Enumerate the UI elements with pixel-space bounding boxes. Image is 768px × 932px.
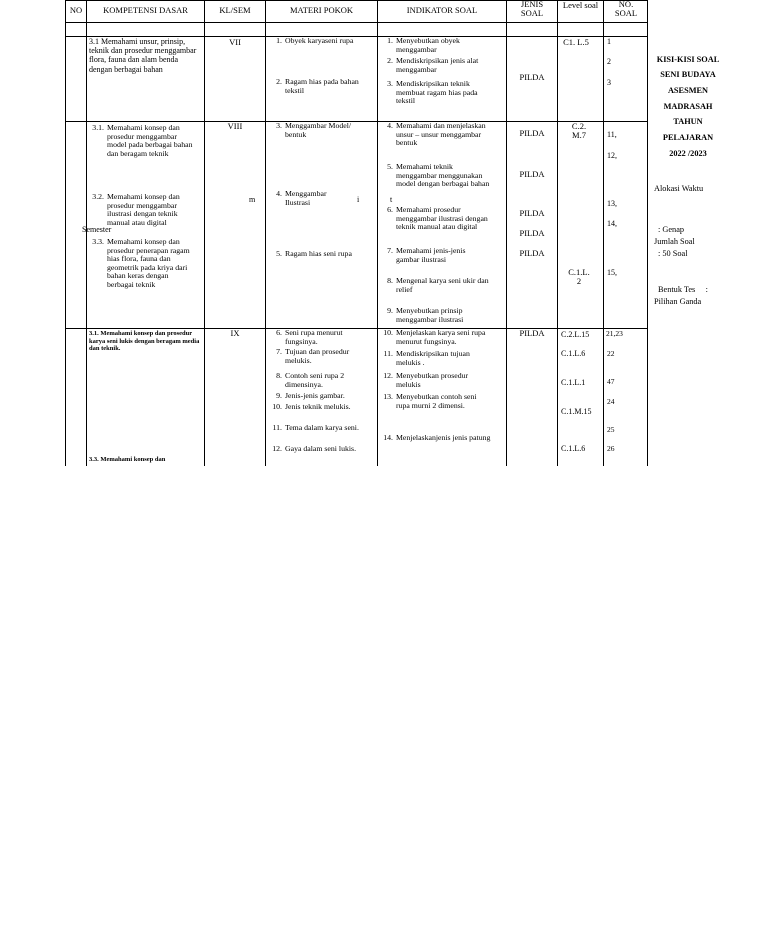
row2-jenis: PILDA [519, 208, 545, 218]
row3-nosoal: 25 [607, 425, 615, 434]
row1-indikator-item: 2. Mendiskripsikan jenis alat menggambar [387, 56, 479, 74]
row2-level: C.1.L. 2 [568, 267, 590, 286]
row2-jenis: PILDA [519, 228, 545, 238]
row2-indikator-item: 4. Memahami dan menjelaskan unsur – unsur menggambar bentuk [387, 121, 486, 148]
jumlah-soal-value: : 50 Soal [658, 249, 688, 258]
header-jenis: JENIS SOAL [520, 0, 544, 18]
row1-kelas: VII [229, 37, 241, 47]
row1-materi-item: 1. Obyek karyaseni rupa [276, 36, 354, 45]
row1-level: C1. L.5 [563, 37, 589, 47]
bentuk-tes-value: Pilihan Ganda [654, 297, 702, 306]
row2-nosoal: 14, [607, 219, 617, 228]
row2-nosoal: 15, [607, 268, 617, 277]
row3-materi-item: 9. Jenis-jenis gambar. [276, 391, 345, 400]
row3-level: C.1.L.6 [561, 444, 586, 453]
row1-kompetensi: 3.1 Memahami unsur, prinsip, teknik dan prosedur menggambar flora, fauna dan alam benda dengan berbagai bahan [89, 37, 197, 74]
row1-indikator-item: 3. Mendiskripsikan teknik membuat ragam hias pada tekstil [387, 79, 478, 106]
row1-nosoal: 3 [607, 78, 611, 87]
row2-nosoal: 12, [607, 151, 617, 160]
row2-indikator-item: 9. Menyebutkan prinsip menggambar ilustrasi [387, 306, 464, 324]
row3-kompetensi: 3.1. Memahami konsep dan prosedur karya seni lukis dengan beragam media dan teknik. [89, 330, 200, 353]
semester-overlap-text: Semester [82, 225, 112, 234]
row3-materi-item: 8. Contoh seni rupa 2 dimensinya. [276, 371, 345, 389]
stray-text: i [357, 195, 360, 204]
header-indikator: INDIKATOR SOAL [406, 5, 478, 15]
row3-materi-item: 11. Tema dalam karya seni. [272, 423, 359, 432]
row2-materi-item: 3. Menggambar Model/ bentuk [276, 121, 352, 139]
header-nosoal: NO. SOAL [614, 0, 638, 18]
stray-text: m [249, 195, 256, 204]
row3-kelas: IX [230, 328, 240, 338]
row1-nosoal: 1 [607, 37, 611, 46]
row2-indikator-item: 8. Mengenal karya seni ukir dan relief [387, 276, 489, 294]
stray-text: t [390, 195, 393, 204]
row2-indikator-item: 5. Memahami teknik menggambar menggunakan model dengan berbagai bahan [387, 162, 490, 189]
row3-nosoal: 47 [607, 377, 615, 386]
row3-indikator-item: 10. Menjelaskan karya seni rupa menurut fungsinya. [383, 328, 486, 346]
row2-indikator-item: 6. Memahami prosedur menggambar ilustrasi dengan teknik manual atau digital [387, 205, 488, 232]
header-materi: MATERI POKOK [289, 5, 354, 15]
row3-indikator-item: 13. Menyebutkan contoh seni rupa murni 2 dimensi. [383, 392, 477, 410]
row1-indikator-item: 1. Menyebutkan obyek menggambar [387, 36, 460, 54]
header-kompetensi: KOMPETENSI DASAR [103, 5, 188, 15]
row2-materi-item: 5. Ragam hias seni rupa [276, 249, 352, 258]
row2-kompetensi-item: 3.3. Memahami konsep dan prosedur penerapan ragam hias flora, fauna dan geometrik pada kriya dari bahan keras dengan berbagai teknik [92, 237, 190, 289]
row3-indikator-item: 11. Mendiskripsikan tujuan melukis . [383, 349, 470, 367]
bentuk-tes-label: Bentuk Tes : [658, 285, 708, 294]
header-klsem: KL/SEM [219, 5, 251, 15]
row3-kompetensi: 3.3. Memahami konsep dan [89, 456, 166, 463]
row3-level: C.2.L.15 [561, 330, 590, 339]
row2-level: C.2. M.7 [571, 121, 587, 140]
row2-kompetensi-item: 3.2. Memahami konsep dan prosedur menggambar ilustrasi dengan teknik manual atau digital [92, 192, 180, 227]
row2-indikator-item: 7. Memahami jenis-jenis gambar ilustrasi [387, 246, 466, 264]
row3-materi-item: 12. Gaya dalam seni lukis. [272, 445, 357, 453]
row3-materi-item: 6. Seni rupa menurut fungsinya. [276, 328, 343, 346]
row1-materi-item: 2. Ragam hias pada bahan tekstil [276, 77, 359, 95]
row2-jenis: PILDA [519, 169, 545, 179]
row2-nosoal: 11, [607, 130, 617, 139]
row2-kompetensi-item: 3.1. Memahami konsep dan prosedur menggambar model pada berbagai bahan dan beragam teknik [92, 123, 193, 158]
row2-nosoal: 13, [607, 199, 617, 208]
row2-jenis: PILDA [519, 128, 545, 138]
row3-level: C.1.L.6 [561, 349, 586, 358]
row3-nosoal: 21,23 [606, 329, 623, 338]
row2-jenis: PILDA [519, 248, 545, 258]
header-level: Level soal [562, 0, 599, 10]
row3-nosoal: 26 [607, 444, 615, 453]
row2-materi-item: 4. Menggambar Ilustrasi [276, 189, 327, 207]
header-no: NO [69, 5, 83, 15]
row3-materi-item: 10. Jenis teknik melukis. [272, 402, 351, 411]
row2-kelas: VIII [227, 121, 243, 131]
row3-level: C.1.L.1 [561, 378, 586, 387]
row1-jenis: PILDA [519, 72, 545, 82]
alokasi-waktu-label: Alokasi Waktu [654, 184, 704, 193]
row3-nosoal: 22 [607, 349, 615, 358]
row3-nosoal: 24 [607, 397, 615, 406]
row3-jenis: PILDA [519, 328, 545, 338]
row3-materi-item: 7. Tujuan dan prosedur melukis. [276, 347, 350, 365]
row3-indikator-item: 12. Menyebutkan prosedur melukis [383, 371, 469, 389]
row1-nosoal: 2 [607, 57, 611, 66]
jumlah-soal-label: Jumlah Soal [654, 237, 695, 246]
semester-value: : Genap [658, 225, 685, 234]
row3-level: C.1.M.15 [561, 407, 592, 416]
row3-indikator-item: 14. Menjelaskanjenis jenis patung [383, 433, 491, 442]
